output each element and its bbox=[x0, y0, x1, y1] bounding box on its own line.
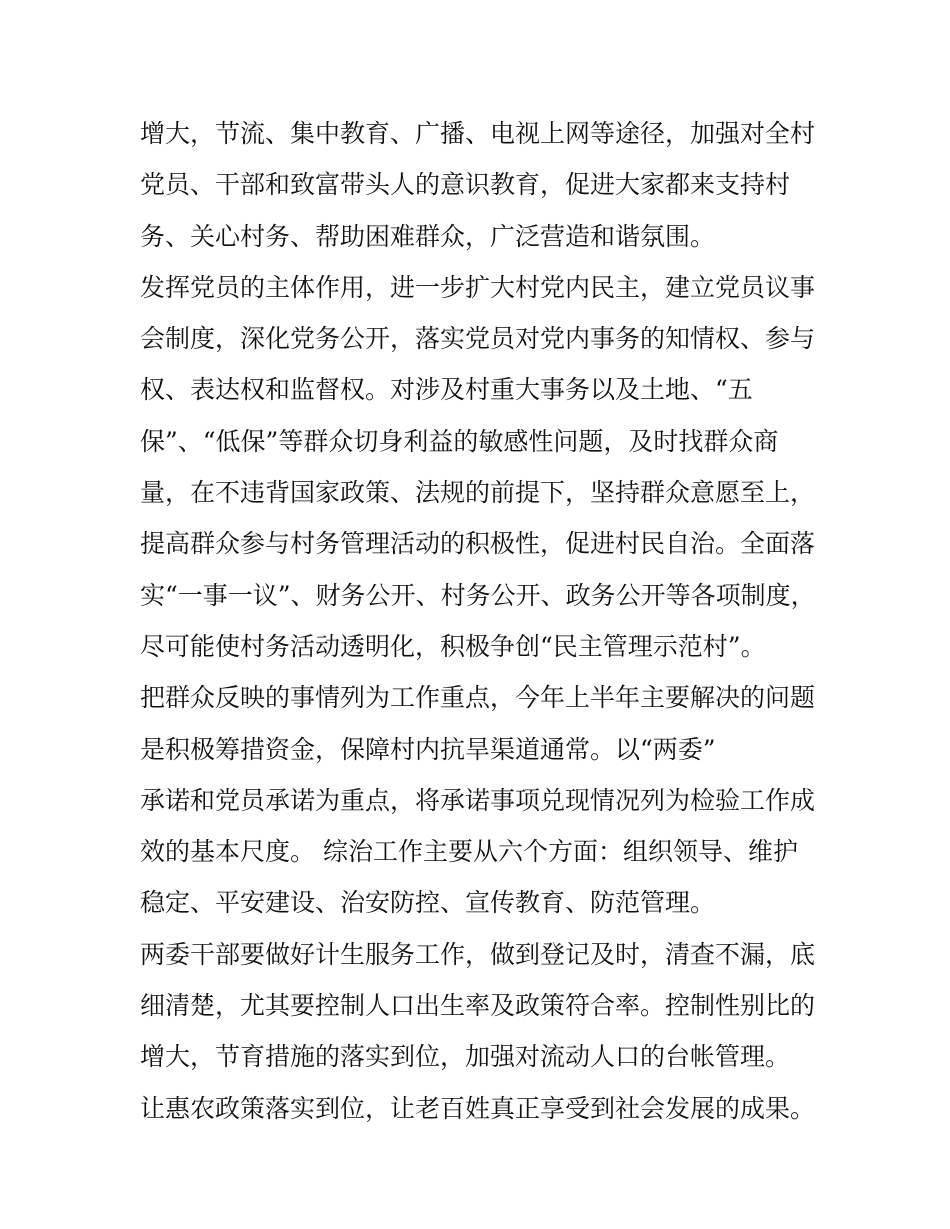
text-line-2: 党员、干部和致富带头人的意识教育，促进大家都来支持村 bbox=[140, 170, 791, 200]
text-line-4: 发挥党员的主体作用，进一步扩大村党内民主，建立党员议事 bbox=[140, 272, 816, 302]
text-line-18: 细清楚，尤其要控制人口出生率及政策符合率。控制性别比的 bbox=[140, 991, 816, 1021]
text-line-5: 会制度，深化党务公开，落实党员对党内事务的知情权、参与 bbox=[140, 324, 816, 354]
text-line-6: 权、表达权和监督权。对涉及村重大事务以及土地、“五 bbox=[140, 375, 753, 405]
text-line-12: 把群众反映的事情列为工作重点，今年上半年主要解决的问题 bbox=[140, 683, 816, 713]
text-line-16: 稳定、平安建设、治安防控、宣传教育、防范管理。 bbox=[140, 888, 716, 918]
text-line-14: 承诺和党员承诺为重点，将承诺事项兑现情况列为检验工作成 bbox=[140, 785, 816, 815]
text-line-20: 让惠农政策落实到位，让老百姓真正享受到社会发展的成果。 bbox=[140, 1093, 816, 1123]
text-line-7: 保”、“低保”等群众切身利益的敏感性问题，及时找群众商 bbox=[140, 426, 779, 456]
body-text bbox=[140, 108, 830, 1134]
text-line-1: 增大，节流、集中教育、广播、电视上网等途径，加强对全村 bbox=[140, 119, 816, 148]
text-line-10: 实“一事一议”、财务公开、村务公开、政务公开等各项制度， bbox=[140, 580, 816, 610]
text-line-17: 两委干部要做好计生服务工作，做到登记及时，清查不漏，底 bbox=[140, 939, 816, 969]
text-line-8: 量，在不违背国家政策、法规的前提下，坚持群众意愿至上， bbox=[140, 478, 816, 508]
text-line-11: 尽可能使村务活动透明化，积极争创“民主管理示范村”。 bbox=[140, 631, 766, 661]
text-line-3: 务、关心村务、帮助困难群众，广泛营造和谐氛围。 bbox=[140, 221, 716, 251]
text-line-15: 效的基本尺度。 综治工作主要从六个方面：组织领导、维护 bbox=[140, 837, 798, 867]
text-line-19: 增大，节育措施的落实到位，加强对流动人口的台帐管理。 bbox=[140, 1042, 791, 1072]
text-line-13: 是积极筹措资金，保障村内抗旱渠道通常。以“两委” bbox=[140, 734, 716, 764]
text-line-9: 提高群众参与村务管理活动的积极性，促进村民自治。全面落 bbox=[140, 529, 816, 559]
